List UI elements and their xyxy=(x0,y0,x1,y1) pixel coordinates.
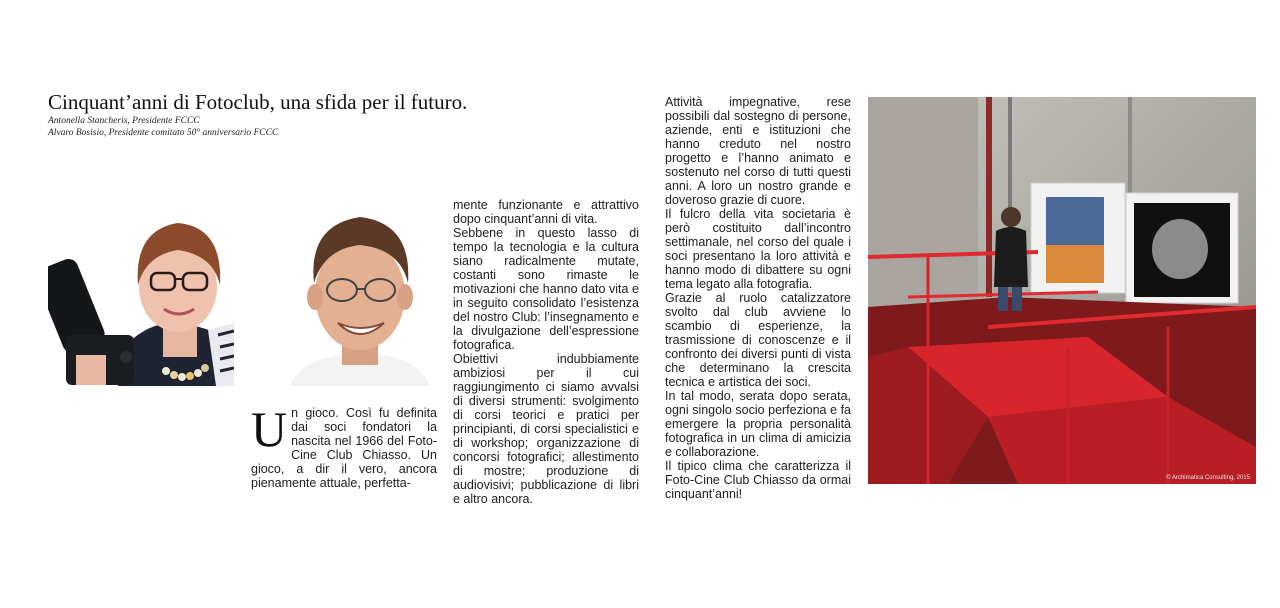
staircase-image xyxy=(868,97,1256,484)
paragraph: n gioco. Così fu definita dai soci fondatori la nascita nel 1966 del Foto-Cine Club Chiasso. Un gioco, a dir il vero, ancora pienamente attuale, perfetta- xyxy=(251,406,437,490)
text-column-3 xyxy=(665,95,851,501)
photo-credit: © Archimatica Consulting, 2015 xyxy=(1166,475,1250,481)
paragraph: Obiettivi indubbiamente ambiziosi per il cui raggiungimento ci siamo avvalsi di diversi strumenti: svolgimento di corsi teorici e pratici per principianti, di corsi specialistici e di workshop; organizzazione di concorsi fotografici; allestimento di mostre; produzione di audiovisivi; pubblicazione di libri e altro ancora. xyxy=(453,352,639,506)
text-column-1 xyxy=(251,401,437,490)
author-line: Antonella Stancheris, Presidente FCCC xyxy=(48,116,200,126)
paragraph: In tal modo, serata dopo serata, ogni singolo socio perfeziona e fa emergere la propria personalità fotografica in un clima di amicizia e collaborazione. xyxy=(665,389,851,459)
text-column-2 xyxy=(453,198,639,506)
portrait-man-photo xyxy=(280,205,436,386)
paragraph: Grazie al ruolo catalizzatore svolto dal club avviene lo scambio di esperienze, la trasmissione di conoscenze e il confronto dei diversi punti di vista che determinano la crescita tecnica e artistica dei soci. xyxy=(665,291,851,389)
paragraph: Il fulcro della vita societaria è però costituito dall’incontro settimanale, nel corso del quale i soci presentano la loro attività e hanno modo di dibattere su ogni tema legato alla fotografia. xyxy=(665,207,851,291)
article-title: Cinquant’anni di Fotoclub, una sfida per il futuro. xyxy=(48,90,468,114)
paragraph: Attività impegnative, rese possibili dal sostegno di persone, aziende, enti e istituzioni che hanno creduto nel nostro progetto e l’hanno animato e sostenuto nel corso di tutti questi anni. A loro un nostro grande e doveroso grazie di cuore. xyxy=(665,95,851,207)
portrait-woman-photo xyxy=(48,205,234,386)
portrait-man-image xyxy=(280,205,436,386)
paragraph: mente funzionante e attrattivo dopo cinquant’anni di vita. xyxy=(453,198,639,226)
paragraph: Il tipico clima che caratterizza il Foto-Cine Club Chiasso da ormai cinquant’anni! xyxy=(665,459,851,501)
author-line: Alvaro Bosisio, Presidente comitato 50° anniversario FCCC xyxy=(48,128,279,138)
article-authors xyxy=(48,115,278,139)
portrait-woman-image xyxy=(48,205,234,386)
drop-cap: U xyxy=(251,401,288,457)
exhibition-staircase-photo xyxy=(868,97,1256,484)
paragraph: Sebbene in questo lasso di tempo la tecnologia e la cultura siano radicalmente mutate, costanti sono rimaste le motivazioni che hanno dato vita e in seguito consolidato l’esistenza del nostro Club: l’insegnamento e la divulgazione dell’espressione fotografica. xyxy=(453,226,639,352)
